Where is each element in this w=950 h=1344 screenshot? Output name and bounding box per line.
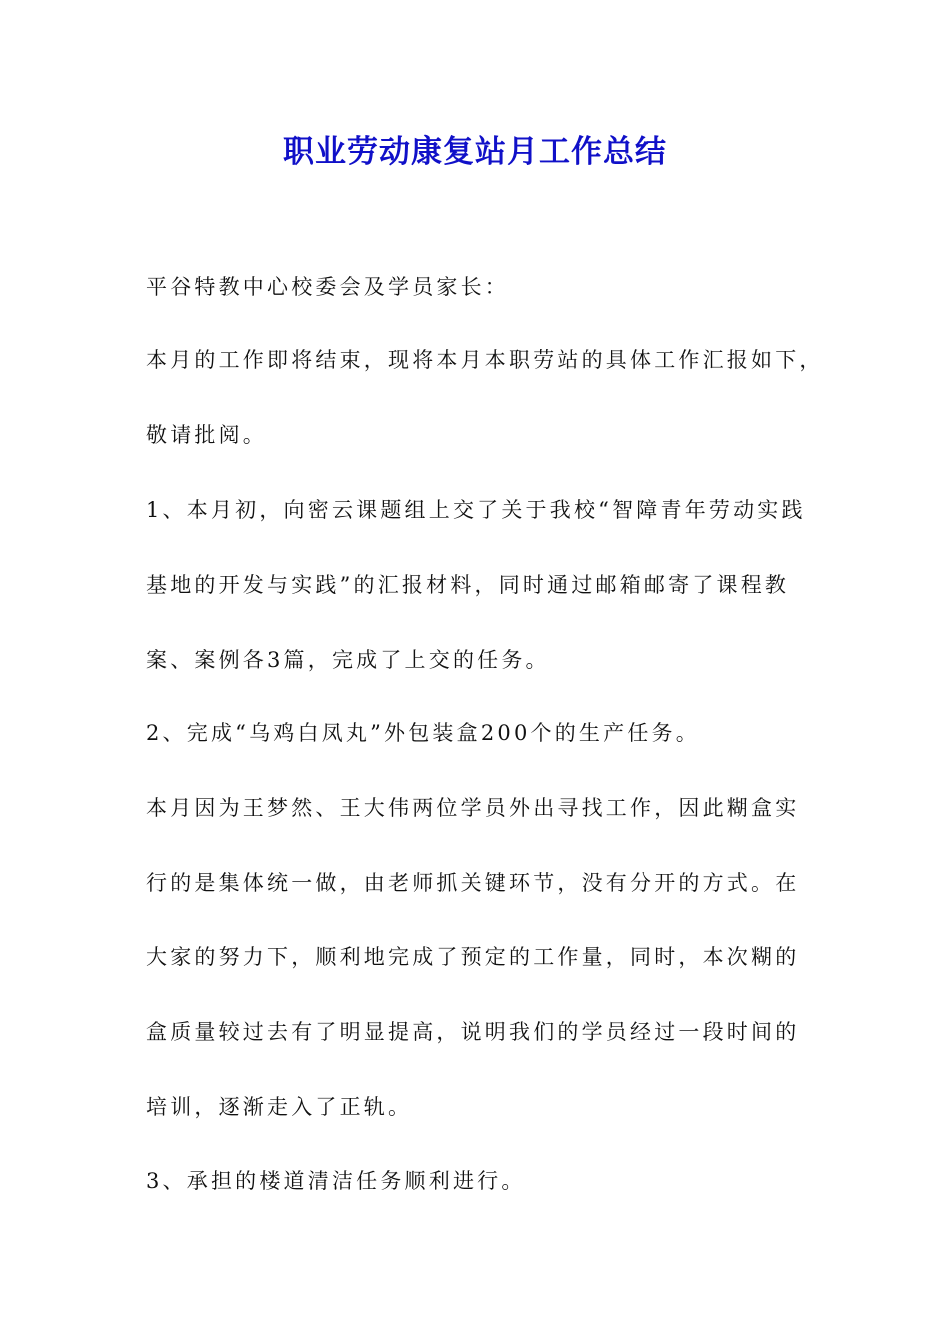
document-title: 职业劳动康复站月工作总结 — [283, 134, 667, 170]
body-line: 3、承担的楼道清洁任务顺利进行。 — [146, 1169, 526, 1193]
body-line: 大家的努力下，顺利地完成了预定的工作量，同时，本次糊的 — [146, 945, 800, 969]
body-line: 本月因为王梦然、王大伟两位学员外出寻找工作，因此糊盒实 — [146, 796, 800, 820]
body-line: 盒质量较过去有了明显提高，说明我们的学员经过一段时间的 — [146, 1020, 800, 1044]
body-line: 案、案例各3篇，完成了上交的任务。 — [146, 648, 550, 672]
body-line: 敬请批阅。 — [146, 423, 267, 447]
body-line: 1、本月初，向密云课题组上交了关于我校“智障青年劳动实践 — [146, 498, 806, 522]
salutation-line: 平谷特教中心校委会及学员家长： — [146, 275, 509, 299]
body-line: 2、完成“乌鸡白凤丸”外包装盒200个的生产任务。 — [146, 721, 700, 745]
body-line: 培训，逐渐走入了正轨。 — [146, 1095, 413, 1119]
body-line: 本月的工作即将结束，现将本月本职劳站的具体工作汇报如下， — [146, 348, 824, 372]
body-line: 基地的开发与实践”的汇报材料，同时通过邮箱邮寄了课程教 — [146, 573, 790, 597]
body-line: 行的是集体统一做，由老师抓关键环节，没有分开的方式。在 — [146, 871, 800, 895]
